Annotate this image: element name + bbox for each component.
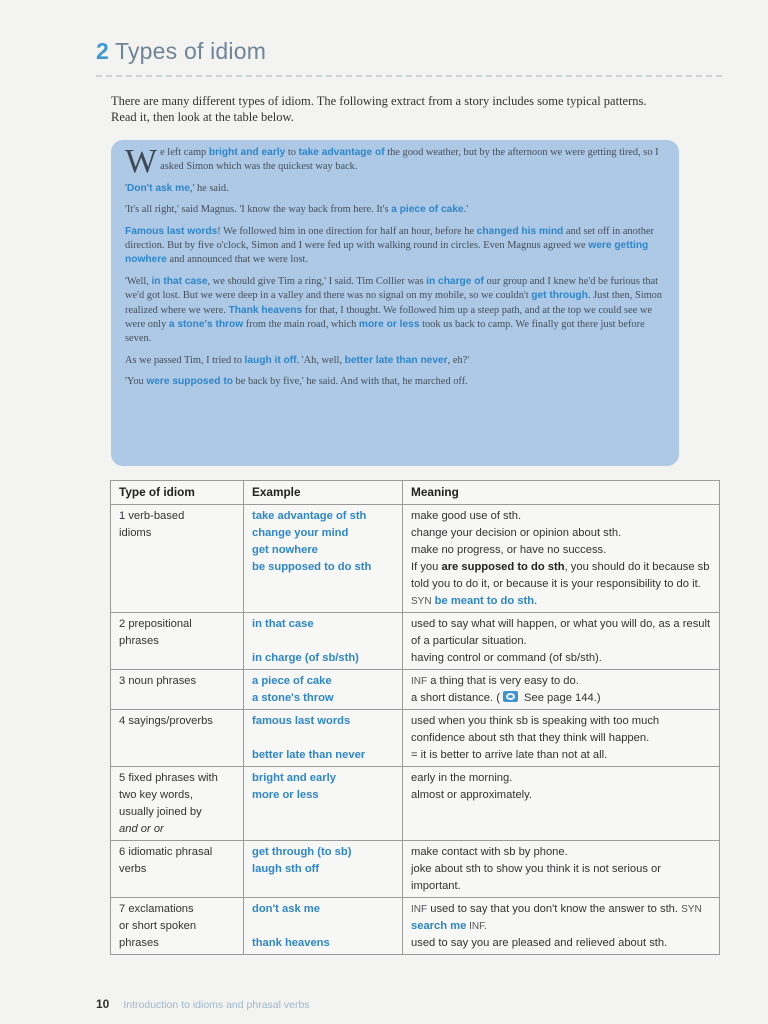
example-idiom: a piece of cake xyxy=(252,675,332,687)
meaning-text: joke about sth to show you think it is not serious or important. xyxy=(411,863,661,892)
type-label: 1 verb-based xyxy=(119,510,185,522)
story-paragraph xyxy=(125,143,667,180)
meaning-cell xyxy=(403,898,720,955)
meaning-text: change your decision or opinion about sth. xyxy=(411,527,622,539)
table-header-row xyxy=(111,481,720,505)
type-cell xyxy=(111,505,244,613)
example-idiom: in that case xyxy=(252,618,314,630)
story-text: e left camp xyxy=(160,147,209,158)
inf-label: INF xyxy=(411,676,428,687)
story-text: the good weather, but by the afternoon we were getting tired, so I asked Simon which was the quickest way back. xyxy=(160,147,659,173)
type-cell xyxy=(111,710,244,767)
type-label: idioms xyxy=(119,527,152,539)
example-idiom: be supposed to do sth xyxy=(252,561,372,573)
type-label: 7 exclamations xyxy=(119,903,194,915)
drop-cap: W xyxy=(125,143,158,180)
type-label: or short spoken xyxy=(119,920,197,932)
table-row xyxy=(111,505,720,613)
type-label: and or or xyxy=(119,823,164,835)
example-idiom: take advantage of sth xyxy=(252,510,367,522)
story-text: and announced that we were lost. xyxy=(166,254,308,266)
table-row xyxy=(111,898,720,955)
story-text: 'Well, xyxy=(125,275,152,287)
meaning-text: = it is better to arrive late than not at all. xyxy=(411,749,608,761)
meaning-fragment: . xyxy=(534,595,538,607)
type-label: two key words, xyxy=(119,789,193,801)
story-idiom: Don't ask me xyxy=(126,182,190,194)
story-text: be back by five,' he said. And with that, he marched off. xyxy=(232,376,468,388)
eye-icon xyxy=(503,691,518,702)
meaning-cell xyxy=(403,841,720,898)
story-text: 'It's all right,' said Magnus. 'I know the way back from here. It's xyxy=(125,204,392,216)
story-text: our group and I knew he'd be furious that we'd got lost. But we were deep in a valley and there was no signal on my mobile, so we couldn't xyxy=(125,275,659,302)
column-header-meaning: Meaning xyxy=(403,481,720,505)
story-paragraph xyxy=(125,375,667,389)
column-header-type: Type of idiom xyxy=(111,481,244,505)
type-label: verbs xyxy=(119,863,147,875)
synonym-idiom: search me xyxy=(411,920,467,932)
type-label: 4 sayings/proverbs xyxy=(119,715,213,727)
story-text: from the main road, which xyxy=(243,319,359,331)
meaning-cell xyxy=(403,505,720,613)
example-idiom: in charge (of sb/sth) xyxy=(252,652,359,664)
story-idiom: Famous last words xyxy=(125,225,218,237)
type-cell xyxy=(111,613,244,670)
section-title: Types of idiom xyxy=(115,38,267,64)
story-text: As we passed Tim, I tried to xyxy=(125,354,245,366)
type-cell xyxy=(111,767,244,841)
meaning-fragment: If you xyxy=(411,561,442,573)
meaning-cell xyxy=(403,613,720,670)
table-row xyxy=(111,670,720,710)
meaning-fragment: used to say that you don't know the answer to sth. xyxy=(427,903,682,915)
story-idiom: in that case xyxy=(151,275,208,287)
example-cell xyxy=(244,670,403,710)
meaning-text: make good use of sth. xyxy=(411,510,522,522)
meaning-cell xyxy=(403,710,720,767)
example-cell xyxy=(244,505,403,613)
story-idiom: Thank heavens xyxy=(228,304,303,316)
example-cell xyxy=(244,613,403,670)
example-idiom: famous last words xyxy=(252,715,351,727)
type-label: 2 prepositional xyxy=(119,618,192,630)
meaning-text: used to say what will happen, or what you will do, as a result of a particular situation. xyxy=(411,618,711,647)
story-box xyxy=(111,140,679,466)
example-idiom: get nowhere xyxy=(252,544,318,556)
story-text: took us back to camp. We finally got there just before seven. xyxy=(125,319,645,345)
example-idiom: get through (to sb) xyxy=(252,846,352,858)
meaning-text: having control or command (of sb/sth). xyxy=(411,652,602,664)
story-idiom: better late than never xyxy=(344,354,448,366)
intro-text: There are many different types of idiom. The following extract from a story includes some typical patterns. Read it, then look at the table below. xyxy=(111,94,647,124)
story-idiom: a piece of cake xyxy=(391,204,464,216)
story-text: , we should give Tim a ring,' I said. Tim Collier was xyxy=(207,275,427,287)
meaning-text: make no progress, or have no success. xyxy=(411,544,607,556)
meaning-cell xyxy=(403,767,720,841)
story-idiom: a stone's throw xyxy=(168,319,244,331)
story-idiom: bright and early xyxy=(208,147,286,158)
story-text: ' xyxy=(125,182,127,194)
meaning-text: almost or approximately. xyxy=(411,789,533,801)
heading-rule xyxy=(96,75,722,77)
example-idiom: more or less xyxy=(252,789,319,801)
example-cell xyxy=(244,767,403,841)
story-idiom: laugh it off xyxy=(244,354,297,366)
type-cell xyxy=(111,841,244,898)
section-number: 2 xyxy=(96,38,109,64)
meaning-text: early in the morning. xyxy=(411,772,513,784)
meaning-fragment: a thing that is very easy to do. xyxy=(427,675,579,687)
type-label: usually joined by xyxy=(119,806,202,818)
example-idiom: don't ask me xyxy=(252,903,320,915)
inf-label: INF xyxy=(411,904,428,915)
story-paragraph xyxy=(125,354,667,368)
section-name: Introduction to idioms and phrasal verbs xyxy=(123,999,310,1011)
meaning-text xyxy=(411,690,711,707)
story-text: and set off in another direction. But by five o'clock, Simon and I were fed up with walking round in circles. Even Magnus agreed we xyxy=(125,225,654,252)
type-label: 5 fixed phrases with xyxy=(119,772,218,784)
meaning-text: make contact with sb by phone. xyxy=(411,846,568,858)
type-cell xyxy=(111,670,244,710)
table-row xyxy=(111,613,720,670)
type-label: phrases xyxy=(119,937,159,949)
story-paragraph xyxy=(125,203,667,217)
story-idiom: in charge of xyxy=(426,275,484,287)
table-row xyxy=(111,841,720,898)
meaning-text xyxy=(411,673,711,690)
column-header-example: Example xyxy=(244,481,403,505)
story-idiom: changed his mind xyxy=(476,225,564,237)
example-idiom: laugh sth off xyxy=(252,863,320,875)
story-paragraph xyxy=(125,225,667,268)
type-label: 3 noun phrases xyxy=(119,675,197,687)
story-text: .' xyxy=(463,204,469,216)
example-idiom: change your mind xyxy=(252,527,349,539)
story-text: ,' he said. xyxy=(189,182,229,194)
syn-label: SYN xyxy=(411,596,432,607)
meaning-text: used when you think sb is speaking with too much confidence about sth that they think will happen. xyxy=(411,715,660,744)
story-idiom: were supposed to xyxy=(146,376,233,388)
story-text: . 'Ah, well, xyxy=(296,354,345,366)
meaning-text: used to say you are pleased and relieved about sth. xyxy=(411,937,668,949)
story-paragraph xyxy=(125,182,667,196)
meaning-text xyxy=(411,901,711,935)
syn-label: SYN xyxy=(681,904,702,915)
story-text: , eh?' xyxy=(447,354,470,366)
story-paragraph xyxy=(125,275,667,347)
example-cell xyxy=(244,710,403,767)
meaning-keyword: are supposed to do sth xyxy=(441,561,565,573)
example-idiom: bright and early xyxy=(252,772,336,784)
page-number: 10 xyxy=(96,997,110,1011)
story-text: 'You xyxy=(125,376,147,388)
story-idiom: take advantage of xyxy=(298,147,385,158)
page-footer xyxy=(96,997,310,1011)
story-idiom: more or less xyxy=(358,319,420,331)
meaning-fragment: , you should do it because sb told you to do it, or because it is your responsibility to do it. xyxy=(411,561,710,590)
story-text: ! We followed him in one direction for half an hour, before he xyxy=(217,225,477,237)
story-idiom: were getting nowhere xyxy=(125,240,649,266)
inf-label: INF. xyxy=(466,921,487,932)
idiom-types-table xyxy=(110,480,720,955)
meaning-cell xyxy=(403,670,720,710)
type-cell xyxy=(111,898,244,955)
synonym-idiom: be meant to do sth xyxy=(434,595,535,607)
meaning-text xyxy=(411,559,711,610)
example-idiom: better late than never xyxy=(252,749,366,761)
table-row xyxy=(111,767,720,841)
type-label: phrases xyxy=(119,635,159,647)
example-idiom: a stone's throw xyxy=(252,692,334,704)
example-cell xyxy=(244,841,403,898)
story-text: for that, I thought. We followed him up a steep path, and at the top we could see we were only xyxy=(125,304,653,331)
story-idiom: get through xyxy=(531,290,588,302)
story-text: to xyxy=(285,147,299,158)
page-heading xyxy=(96,38,266,65)
example-cell xyxy=(244,898,403,955)
table-row xyxy=(111,710,720,767)
meaning-fragment: a short distance. ( xyxy=(411,692,500,704)
meaning-fragment: See page 144.) xyxy=(520,692,601,704)
story-text: . Just then, Simon realized where we were. xyxy=(125,290,663,316)
type-label: 6 idiomatic phrasal xyxy=(119,846,213,858)
example-idiom: thank heavens xyxy=(252,937,330,949)
